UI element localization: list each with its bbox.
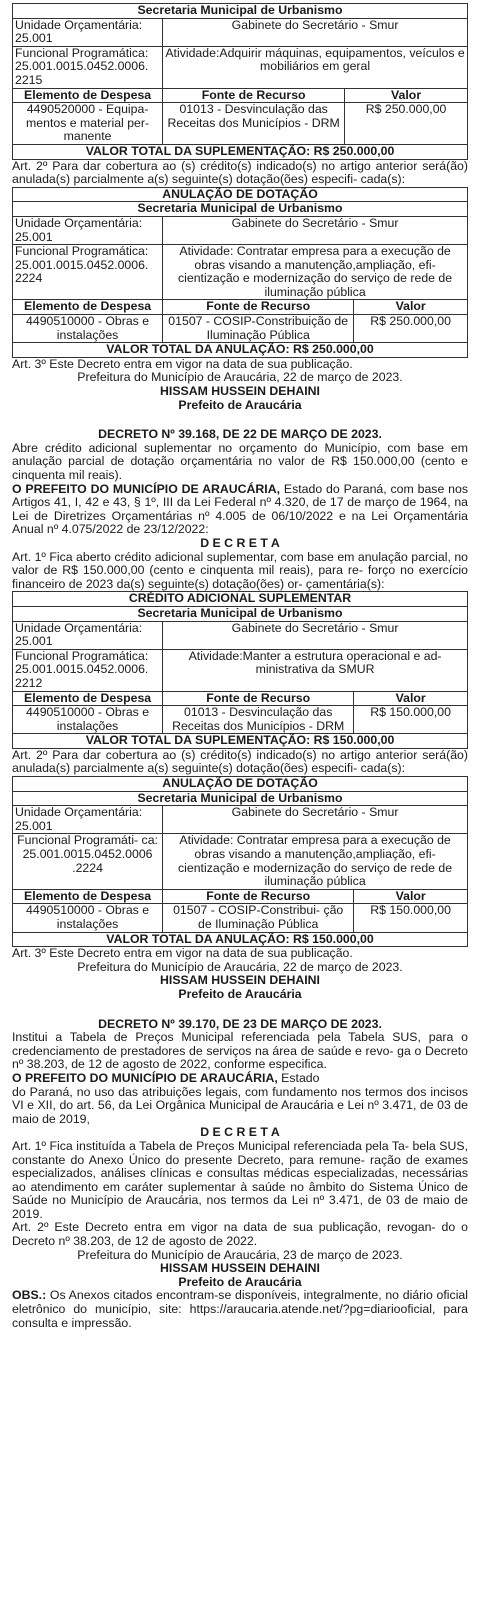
annulment-title: ANULAÇÃO DE DOTAÇÃO bbox=[13, 187, 468, 202]
atividade-text: Atividade: Contratar empresa para a execução de obras visando a manutenção,ampliação, efi- cientização e modernização do serviço de rede de iluminação pública bbox=[163, 834, 468, 889]
funcional-label: Funcional Programáti- ca: 25.001.0015.0452.0006 .2224 bbox=[13, 834, 163, 889]
header-fonte: Fonte de Recurso bbox=[163, 889, 354, 904]
valor-value: R$ 250.000,00 bbox=[345, 103, 468, 145]
decree-ementa: Institui a Tabela de Preços Municipal referenciada pela Tabela SUS, para o credenciamento de prestadores de serviços na área de saúde e revo- ga o Decreto nº 38.203, de 12 de agosto de 2022, conforme especifica. bbox=[12, 1030, 468, 1072]
header-elemento: Elemento de Despesa bbox=[13, 691, 163, 706]
article-2: Art. 2º Para dar cobertura ao (s) crédito(s) indicado(s) no artigo anterior será(ão) anulada(s) parcialmente a(s) seguinte(s) dotação(ões) especifi- cada(s): bbox=[12, 158, 468, 187]
signer-title: Prefeito de Araucária bbox=[178, 986, 302, 1001]
decree-title: DECRETO Nº 39.170, DE 23 DE MARÇO DE 2023. bbox=[98, 1016, 382, 1031]
valor-value: R$ 250.000,00 bbox=[354, 315, 468, 343]
decree-title: DECRETO Nº 39.168, DE 22 DE MARÇO DE 2023. bbox=[98, 427, 382, 442]
elemento-value: 4490510000 - Obras e instalações bbox=[13, 904, 163, 932]
atividade-text: Atividade:Adquirir máquinas, equipamentos, veículos e mobiliários em geral bbox=[163, 46, 468, 88]
funcional-label: Funcional Programática: 25.001.0015.0452.0006. 2212 bbox=[13, 649, 163, 691]
preamble-text: Estado do Paraná, com base nos Artigos 41, I, 42 e 43, § 1º, III da Lei Federal nº 4.320, de 17 de março de 1964, na Lei de Diretrizes Orçamentárias nº 4.005 de 06/10/2022 e na Lei Orçamentária Anual nº 4.075/2022 de 23/12/2022: bbox=[12, 481, 468, 537]
header-valor: Valor bbox=[354, 889, 468, 904]
article-2: Art. 2º Para dar cobertura ao (s) crédito(s) indicado(s) no artigo anterior será(ão) anulada(s) parcialmente a(s) seguinte(s) dotação(ões) especifi- cada(s): bbox=[12, 747, 468, 776]
annulment-title: ANULAÇÃO DE DOTAÇÃO bbox=[13, 777, 468, 792]
total-row: VALOR TOTAL DA ANULAÇÃO: R$ 250.000,00 bbox=[13, 343, 468, 358]
unidade-value: Gabinete do Secretário - Smur bbox=[163, 18, 468, 46]
prefeito-heading: O PREFEITO DO MUNICÍPIO DE ARAUCÁRIA, bbox=[12, 1070, 278, 1085]
header-elemento: Elemento de Despesa bbox=[13, 300, 163, 315]
prefeitura-date: Prefeitura do Município de Araucária, 23 de março de 2023. bbox=[77, 1247, 403, 1262]
unidade-value: Gabinete do Secretário - Smur bbox=[163, 216, 468, 244]
unidade-label: Unidade Orçamentária: 25.001 bbox=[13, 806, 163, 834]
header-fonte: Fonte de Recurso bbox=[163, 300, 354, 315]
annulment-table-1 bbox=[12, 187, 468, 358]
signer-name: HISSAM HUSSEIN DEHAINI bbox=[160, 973, 320, 988]
obs-note bbox=[12, 1289, 468, 1330]
signer-title: Prefeito de Araucária bbox=[178, 1274, 302, 1289]
obs-label: OBS.: bbox=[12, 1288, 47, 1303]
header-fonte: Fonte de Recurso bbox=[163, 88, 345, 103]
valor-value: R$ 150.000,00 bbox=[354, 904, 468, 932]
secretaria-label: Secretaria Municipal de Urbanismo bbox=[13, 791, 468, 806]
unidade-label: Unidade Orçamentária: 25.001 bbox=[13, 18, 163, 46]
supplement-table-1 bbox=[12, 3, 468, 160]
header-valor: Valor bbox=[354, 300, 468, 315]
fonte-value: 01507 - COSIP-Constribui- ção de Iluminação Pública bbox=[163, 904, 354, 932]
decree-preamble bbox=[12, 1072, 468, 1126]
unidade-value: Gabinete do Secretário - Smur bbox=[163, 621, 468, 649]
decreta-heading: D E C R E T A bbox=[200, 535, 280, 550]
valor-value: R$ 150.000,00 bbox=[354, 706, 468, 734]
funcional-label: Funcional Programática: 25.001.0015.0452.0006. 2215 bbox=[13, 46, 163, 88]
secretaria-label: Secretaria Municipal de Urbanismo bbox=[13, 202, 468, 217]
annulment-table-2 bbox=[12, 776, 468, 947]
total-row: VALOR TOTAL DA SUPLEMENTAÇÃO: R$ 150.000,00 bbox=[13, 734, 468, 749]
fonte-value: 01013 - Desvinculação das Receitas dos Municípios - DRM bbox=[163, 103, 345, 145]
decree-ementa: Abre crédito adicional suplementar no orçamento do Município, com base em anulação parcial de dotação orçamentária no valor de R$ 150.000,00 (cento e cinquenta mil reais). bbox=[12, 440, 468, 482]
header-fonte: Fonte de Recurso bbox=[163, 691, 354, 706]
header-valor: Valor bbox=[345, 88, 468, 103]
elemento-value: 4490510000 - Obras e instalações bbox=[13, 315, 163, 343]
total-row: VALOR TOTAL DA ANULAÇÃO: R$ 150.000,00 bbox=[13, 932, 468, 947]
total-row: VALOR TOTAL DA SUPLEMENTAÇÃO: R$ 250.000,00 bbox=[13, 144, 468, 159]
article-2: Art. 2º Este Decreto entra em vigor na data de sua publicação, revogan- do o Decreto nº 38.203, de 12 de agosto de 2022. bbox=[12, 1220, 468, 1249]
signer-name: HISSAM HUSSEIN DEHAINI bbox=[160, 1261, 320, 1276]
article-1: Art. 1º Fica instituída a Tabela de Preços Municipal referenciada pela Ta- bela SUS, constante do Anexo Único do presente Decreto, para remune- ração de exames especializados, análises clínicas e consultas médicas especializadas, necessárias ao atendimento em caráter suplementar à saúde no âmbito do Sistema Único de Saúde no Município de Araucária, nos termos da Lei nº 3.471, de 03 de maio de 2019. bbox=[12, 1138, 468, 1221]
secretaria-label: Secretaria Municipal de Urbanismo bbox=[13, 606, 468, 621]
obs-text: Os Anexos citados encontram-se disponíveis, integralmente, no diário oficial eletrônico do município, site: https://araucaria.atende.net/?pg=diariooficial, para consulta e impressão. bbox=[12, 1288, 468, 1330]
unidade-label: Unidade Orçamentária: 25.001 bbox=[13, 216, 163, 244]
elemento-value: 4490510000 - Obras e instalações bbox=[13, 706, 163, 734]
prefeitura-date: Prefeitura do Município de Araucária, 22 de março de 2023. bbox=[77, 959, 403, 974]
preamble-text-2: do Paraná, no uso das atribuições legais, com fundamento nos termos dos incisos VI e XII, do art. 56, da Lei Orgânica Municipal de Araucária e Lei nº 3.471, de 03 de maio de 2019, bbox=[12, 1084, 468, 1126]
article-3: Art. 3º Este Decreto entra em vigor na data de sua publicação. bbox=[12, 946, 353, 961]
header-elemento: Elemento de Despesa bbox=[13, 88, 163, 103]
prefeitura-date: Prefeitura do Município de Araucária, 22 de março de 2023. bbox=[77, 370, 403, 385]
fonte-value: 01507 - COSIP-Constribuição de Iluminação Pública bbox=[163, 315, 354, 343]
atividade-text: Atividade:Manter a estrutura operacional e ad- ministrativa da SMUR bbox=[163, 649, 468, 691]
header-valor: Valor bbox=[354, 691, 468, 706]
unidade-value: Gabinete do Secretário - Smur bbox=[163, 806, 468, 834]
signer-name: HISSAM HUSSEIN DEHAINI bbox=[160, 384, 320, 399]
preamble-text-1: Estado bbox=[277, 1070, 320, 1085]
atividade-text: Atividade: Contratar empresa para a execução de obras visando a manutenção,ampliação, efi- cientização e modernização do serviço de rede de iluminação pública bbox=[163, 245, 468, 300]
decree-preamble bbox=[12, 483, 468, 537]
signer-title: Prefeito de Araucária bbox=[178, 397, 302, 412]
funcional-label: Funcional Programática: 25.001.0015.0452.0006. 2224 bbox=[13, 245, 163, 300]
decreta-heading: D E C R E T A bbox=[200, 1125, 280, 1140]
header-elemento: Elemento de Despesa bbox=[13, 889, 163, 904]
fonte-value: 01013 - Desvinculação das Receitas dos Municípios - DRM bbox=[163, 706, 354, 734]
supplement-table-2 bbox=[12, 591, 468, 749]
secretaria-label: Secretaria Municipal de Urbanismo bbox=[13, 4, 468, 19]
article-1: Art. 1º Fica aberto crédito adicional suplementar, com base em anulação parcial, no valor de R$ 150.000,00 (cento e cinquenta mil reais), para re- forço no exercício financeiro de 2023 da(s) seguinte(s) dotação(ões) or- çamentária(s): bbox=[12, 549, 468, 591]
elemento-value: 4490520000 - Equipa- mentos e material per- manente bbox=[13, 103, 163, 145]
article-3: Art. 3º Este Decreto entra em vigor na data de sua publicação. bbox=[12, 356, 353, 371]
unidade-label: Unidade Orçamentária: 25.001 bbox=[13, 621, 163, 649]
supplement-title: CRÉDITO ADICIONAL SUPLEMENTAR bbox=[13, 592, 468, 607]
prefeito-heading: O PREFEITO DO MUNICÍPIO DE ARAUCÁRIA, bbox=[12, 481, 281, 496]
